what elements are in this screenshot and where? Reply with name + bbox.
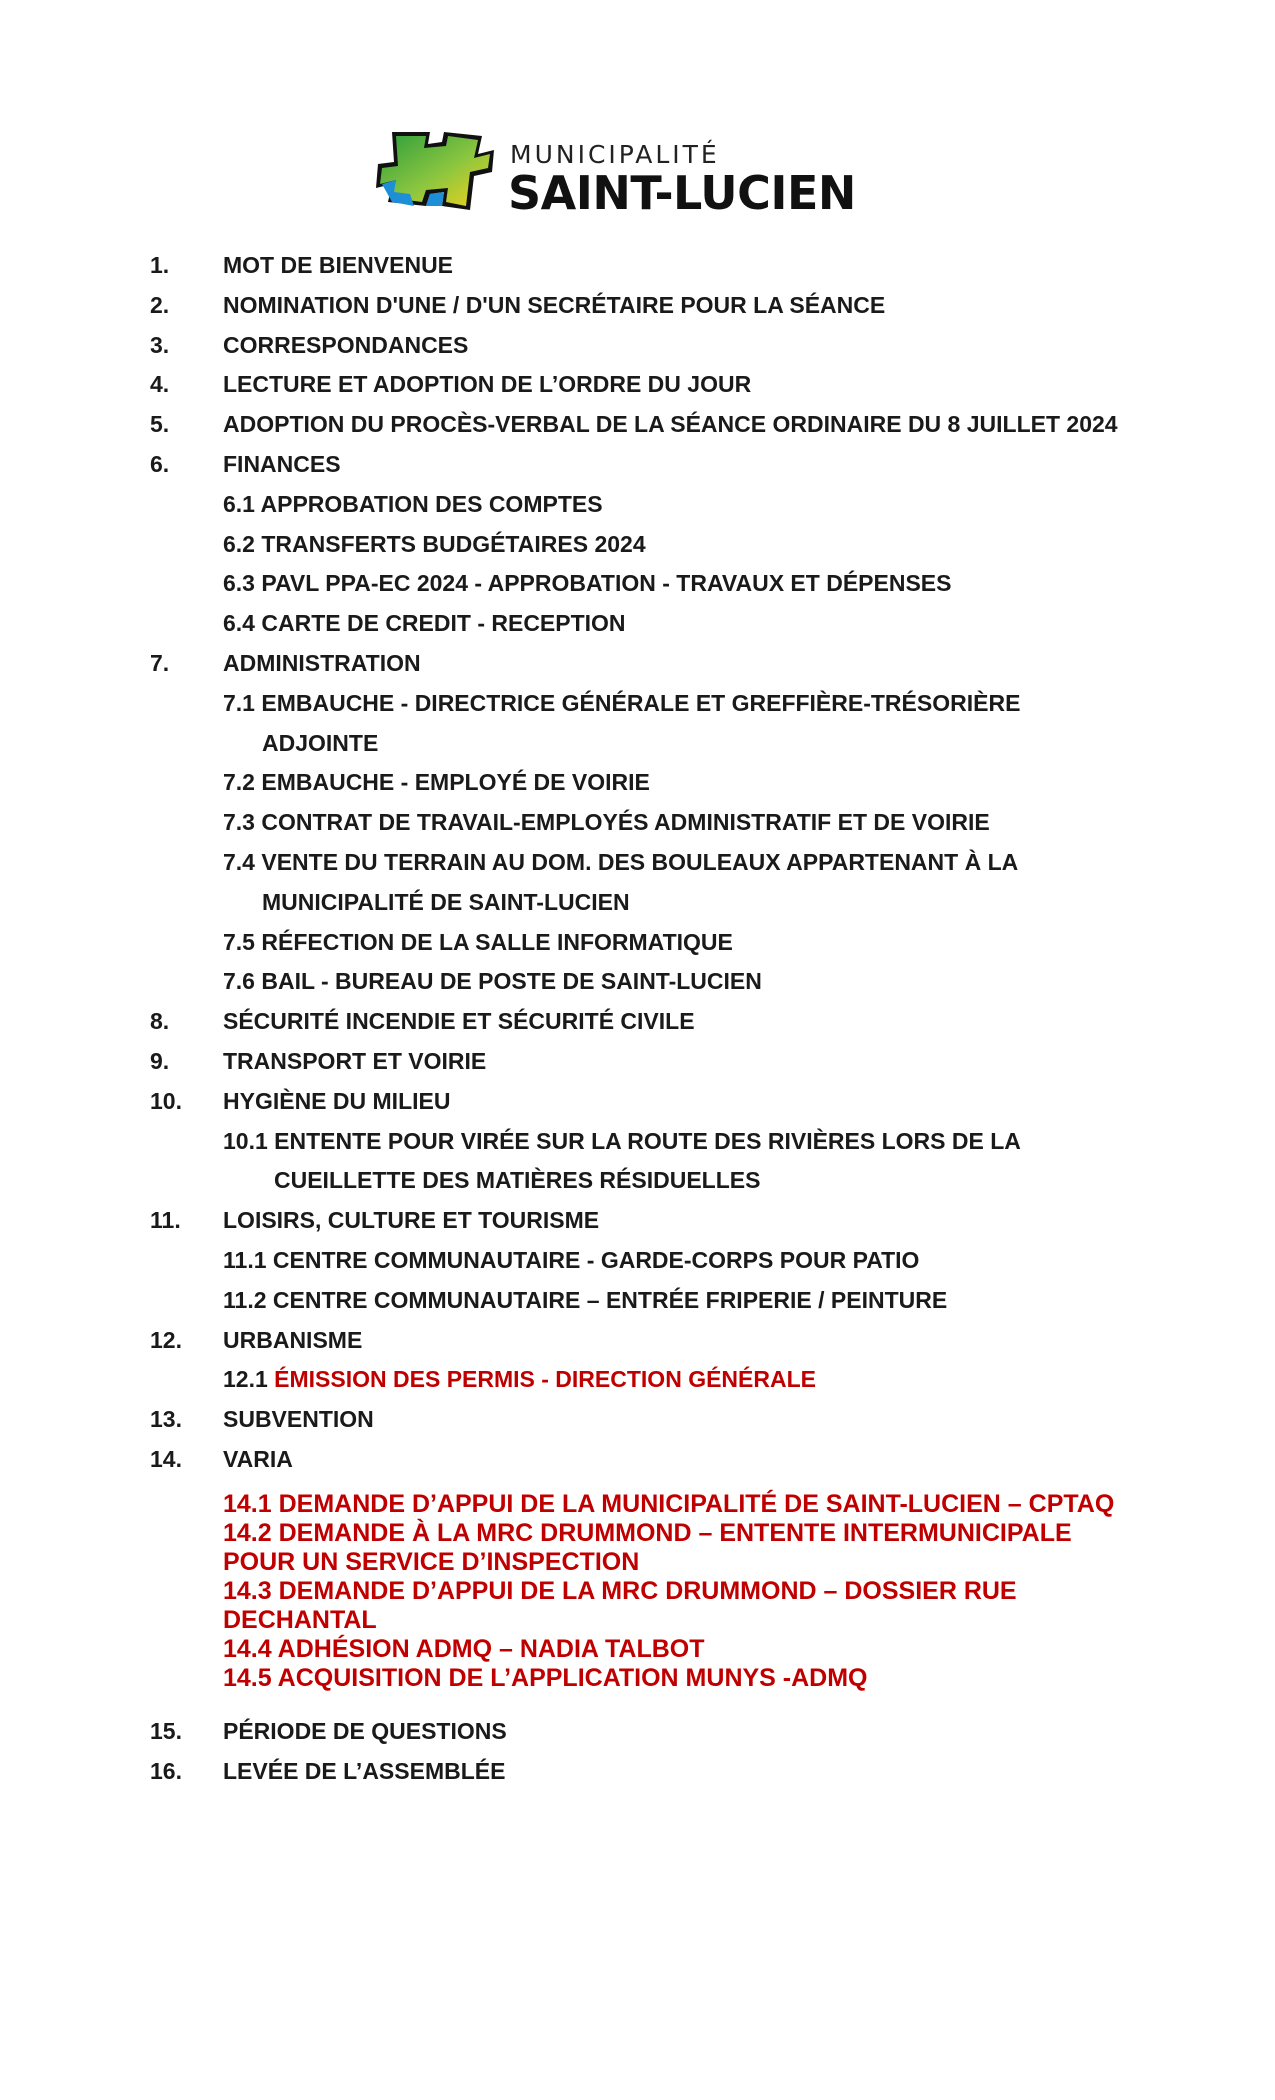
item-text: HYGIÈNE DU MILIEU [223, 1087, 451, 1114]
agenda-subitem [0, 763, 1275, 803]
agenda-subitem-continuation [0, 724, 1275, 764]
agenda-subitem [0, 1360, 1275, 1400]
agenda-subitem [0, 962, 1275, 1002]
agenda-item [0, 1201, 1275, 1241]
subitem-red-text: ÉMISSION DES PERMIS - DIRECTION GÉNÉRALE [274, 1366, 816, 1393]
item-number: 16. [150, 1757, 182, 1784]
item-number: 3. [150, 331, 170, 358]
agenda-list [0, 246, 1275, 1480]
subitem-text: 11.2 CENTRE COMMUNAUTAIRE – ENTRÉE FRIPERIE / PEINTURE [223, 1286, 948, 1313]
item-number: 11. [150, 1207, 181, 1234]
subitem-text: 6.1 APPROBATION DES COMPTES [223, 490, 603, 517]
subitem-text: 7.1 EMBAUCHE - DIRECTRICE GÉNÉRALE ET GREFFIÈRE-TRÉSORIÈRE [223, 689, 1021, 716]
item-number: 4. [150, 371, 170, 398]
item-number: 1. [150, 252, 170, 278]
agenda-list-end [0, 1712, 1275, 1792]
item-text: ADOPTION DU PROCÈS-VERBAL DE LA SÉANCE ORDINAIRE DU 8 JUILLET 2024 [223, 411, 1118, 438]
item-number: 5. [150, 411, 170, 438]
item-text: LECTURE ET ADOPTION DE L’ORDRE DU JOUR [223, 371, 752, 398]
item-text: SÉCURITÉ INCENDIE ET SÉCURITÉ CIVILE [223, 1008, 695, 1035]
logo-emblem-icon [370, 128, 505, 218]
agenda-subitem [0, 684, 1275, 724]
subitem-text: CUEILLETTE DES MATIÈRES RÉSIDUELLES [274, 1167, 761, 1194]
agenda-subitem [0, 923, 1275, 963]
item-number: 15. [150, 1718, 182, 1744]
item-text: SUBVENTION [223, 1406, 374, 1433]
agenda-item [0, 1082, 1275, 1122]
agenda-subitem [0, 803, 1275, 843]
agenda-subitem [0, 485, 1275, 525]
varia-item-continuation: DECHANTAL [223, 1606, 377, 1634]
item-text: CORRESPONDANCES [223, 331, 469, 358]
agenda-subitem [0, 525, 1275, 565]
subitem-text: 7.3 CONTRAT DE TRAVAIL-EMPLOYÉS ADMINISTRATIF ET DE VOIRIE [223, 809, 990, 836]
agenda-subitem-continuation [0, 1161, 1275, 1201]
agenda-item [0, 1002, 1275, 1042]
subitem-text [223, 1360, 816, 1400]
logo-subtitle: MUNICIPALITÉ [510, 140, 720, 169]
varia-item: 14.4 ADHÉSION ADMQ – NADIA TALBOT [223, 1635, 705, 1663]
item-text: MOT DE BIENVENUE [223, 252, 454, 278]
item-text: NOMINATION D'UNE / D'UN SECRÉTAIRE POUR LA SÉANCE [223, 291, 886, 318]
agenda-subitem [0, 1241, 1275, 1281]
varia-item: 14.2 DEMANDE À LA MRC DRUMMOND – ENTENTE INTERMUNICIPALE [223, 1519, 1072, 1547]
agenda-subitem [0, 604, 1275, 644]
item-number: 13. [150, 1406, 182, 1433]
item-text: PÉRIODE DE QUESTIONS [223, 1718, 507, 1744]
varia-list [223, 1490, 1123, 1693]
agenda-item [0, 1440, 1275, 1480]
subitem-text: 7.6 BAIL - BUREAU DE POSTE DE SAINT-LUCIEN [223, 968, 762, 995]
item-number: 2. [150, 291, 170, 318]
agenda-item [0, 286, 1275, 326]
varia-item: 14.3 DEMANDE D’APPUI DE LA MRC DRUMMOND – DOSSIER RUE [223, 1577, 1017, 1605]
subitem-text: 10.1 ENTENTE POUR VIRÉE SUR LA ROUTE DES RIVIÈRES LORS DE LA [223, 1127, 1021, 1154]
subitem-text: 6.4 CARTE DE CREDIT - RECEPTION [223, 610, 626, 637]
subitem-text: 7.5 RÉFECTION DE LA SALLE INFORMATIQUE [223, 928, 733, 955]
subitem-text: 7.4 VENTE DU TERRAIN AU DOM. DES BOULEAUX APPARTENANT À LA [223, 848, 1019, 875]
item-text: URBANISME [223, 1326, 363, 1353]
agenda-item [0, 445, 1275, 485]
subitem-prefix: 12.1 [223, 1366, 275, 1393]
item-number: 6. [150, 450, 170, 477]
agenda-subitem [0, 564, 1275, 604]
agenda-subitem-continuation [0, 883, 1275, 923]
subitem-text: 6.3 PAVL PPA-EC 2024 - APPROBATION - TRAVAUX ET DÉPENSES [223, 570, 952, 597]
agenda-item [0, 1042, 1275, 1082]
agenda-item [0, 326, 1275, 366]
agenda-subitem [0, 1122, 1275, 1162]
agenda-item [0, 246, 1275, 286]
agenda-subitem [0, 1281, 1275, 1321]
agenda-item [0, 365, 1275, 405]
subitem-text: 11.1 CENTRE COMMUNAUTAIRE - GARDE-CORPS POUR PATIO [223, 1246, 920, 1273]
item-number: 9. [150, 1047, 170, 1074]
item-number: 14. [150, 1445, 182, 1472]
agenda-item [0, 405, 1275, 445]
item-number: 7. [150, 649, 170, 676]
agenda-subitem [0, 843, 1275, 883]
logo-title: SAINT-LUCIEN [508, 166, 856, 220]
subitem-text: ADJOINTE [262, 729, 379, 756]
item-text: ADMINISTRATION [223, 649, 421, 676]
agenda-item [0, 1321, 1275, 1361]
subitem-text: 6.2 TRANSFERTS BUDGÉTAIRES 2024 [223, 530, 646, 557]
item-number: 8. [150, 1008, 170, 1035]
subitem-text: 7.2 EMBAUCHE - EMPLOYÉ DE VOIRIE [223, 769, 650, 796]
item-number: 12. [150, 1326, 182, 1353]
municipality-logo [370, 128, 856, 220]
item-text: TRANSPORT ET VOIRIE [223, 1047, 487, 1074]
agenda-item [0, 1752, 1275, 1792]
agenda-item [0, 1712, 1275, 1752]
item-text: FINANCES [223, 450, 341, 477]
item-text: LEVÉE DE L’ASSEMBLÉE [223, 1757, 506, 1784]
item-text: VARIA [223, 1445, 293, 1472]
item-number: 10. [150, 1087, 182, 1114]
subitem-text: MUNICIPALITÉ DE SAINT-LUCIEN [262, 888, 630, 915]
agenda-item [0, 1400, 1275, 1440]
agenda-item [0, 644, 1275, 684]
varia-item: 14.1 DEMANDE D’APPUI DE LA MUNICIPALITÉ DE SAINT-LUCIEN – CPTAQ [223, 1490, 1115, 1518]
varia-item: 14.5 ACQUISITION DE L’APPLICATION MUNYS -ADMQ [223, 1664, 868, 1692]
item-text: LOISIRS, CULTURE ET TOURISME [223, 1207, 600, 1234]
varia-item-continuation: POUR UN SERVICE D’INSPECTION [223, 1548, 640, 1576]
